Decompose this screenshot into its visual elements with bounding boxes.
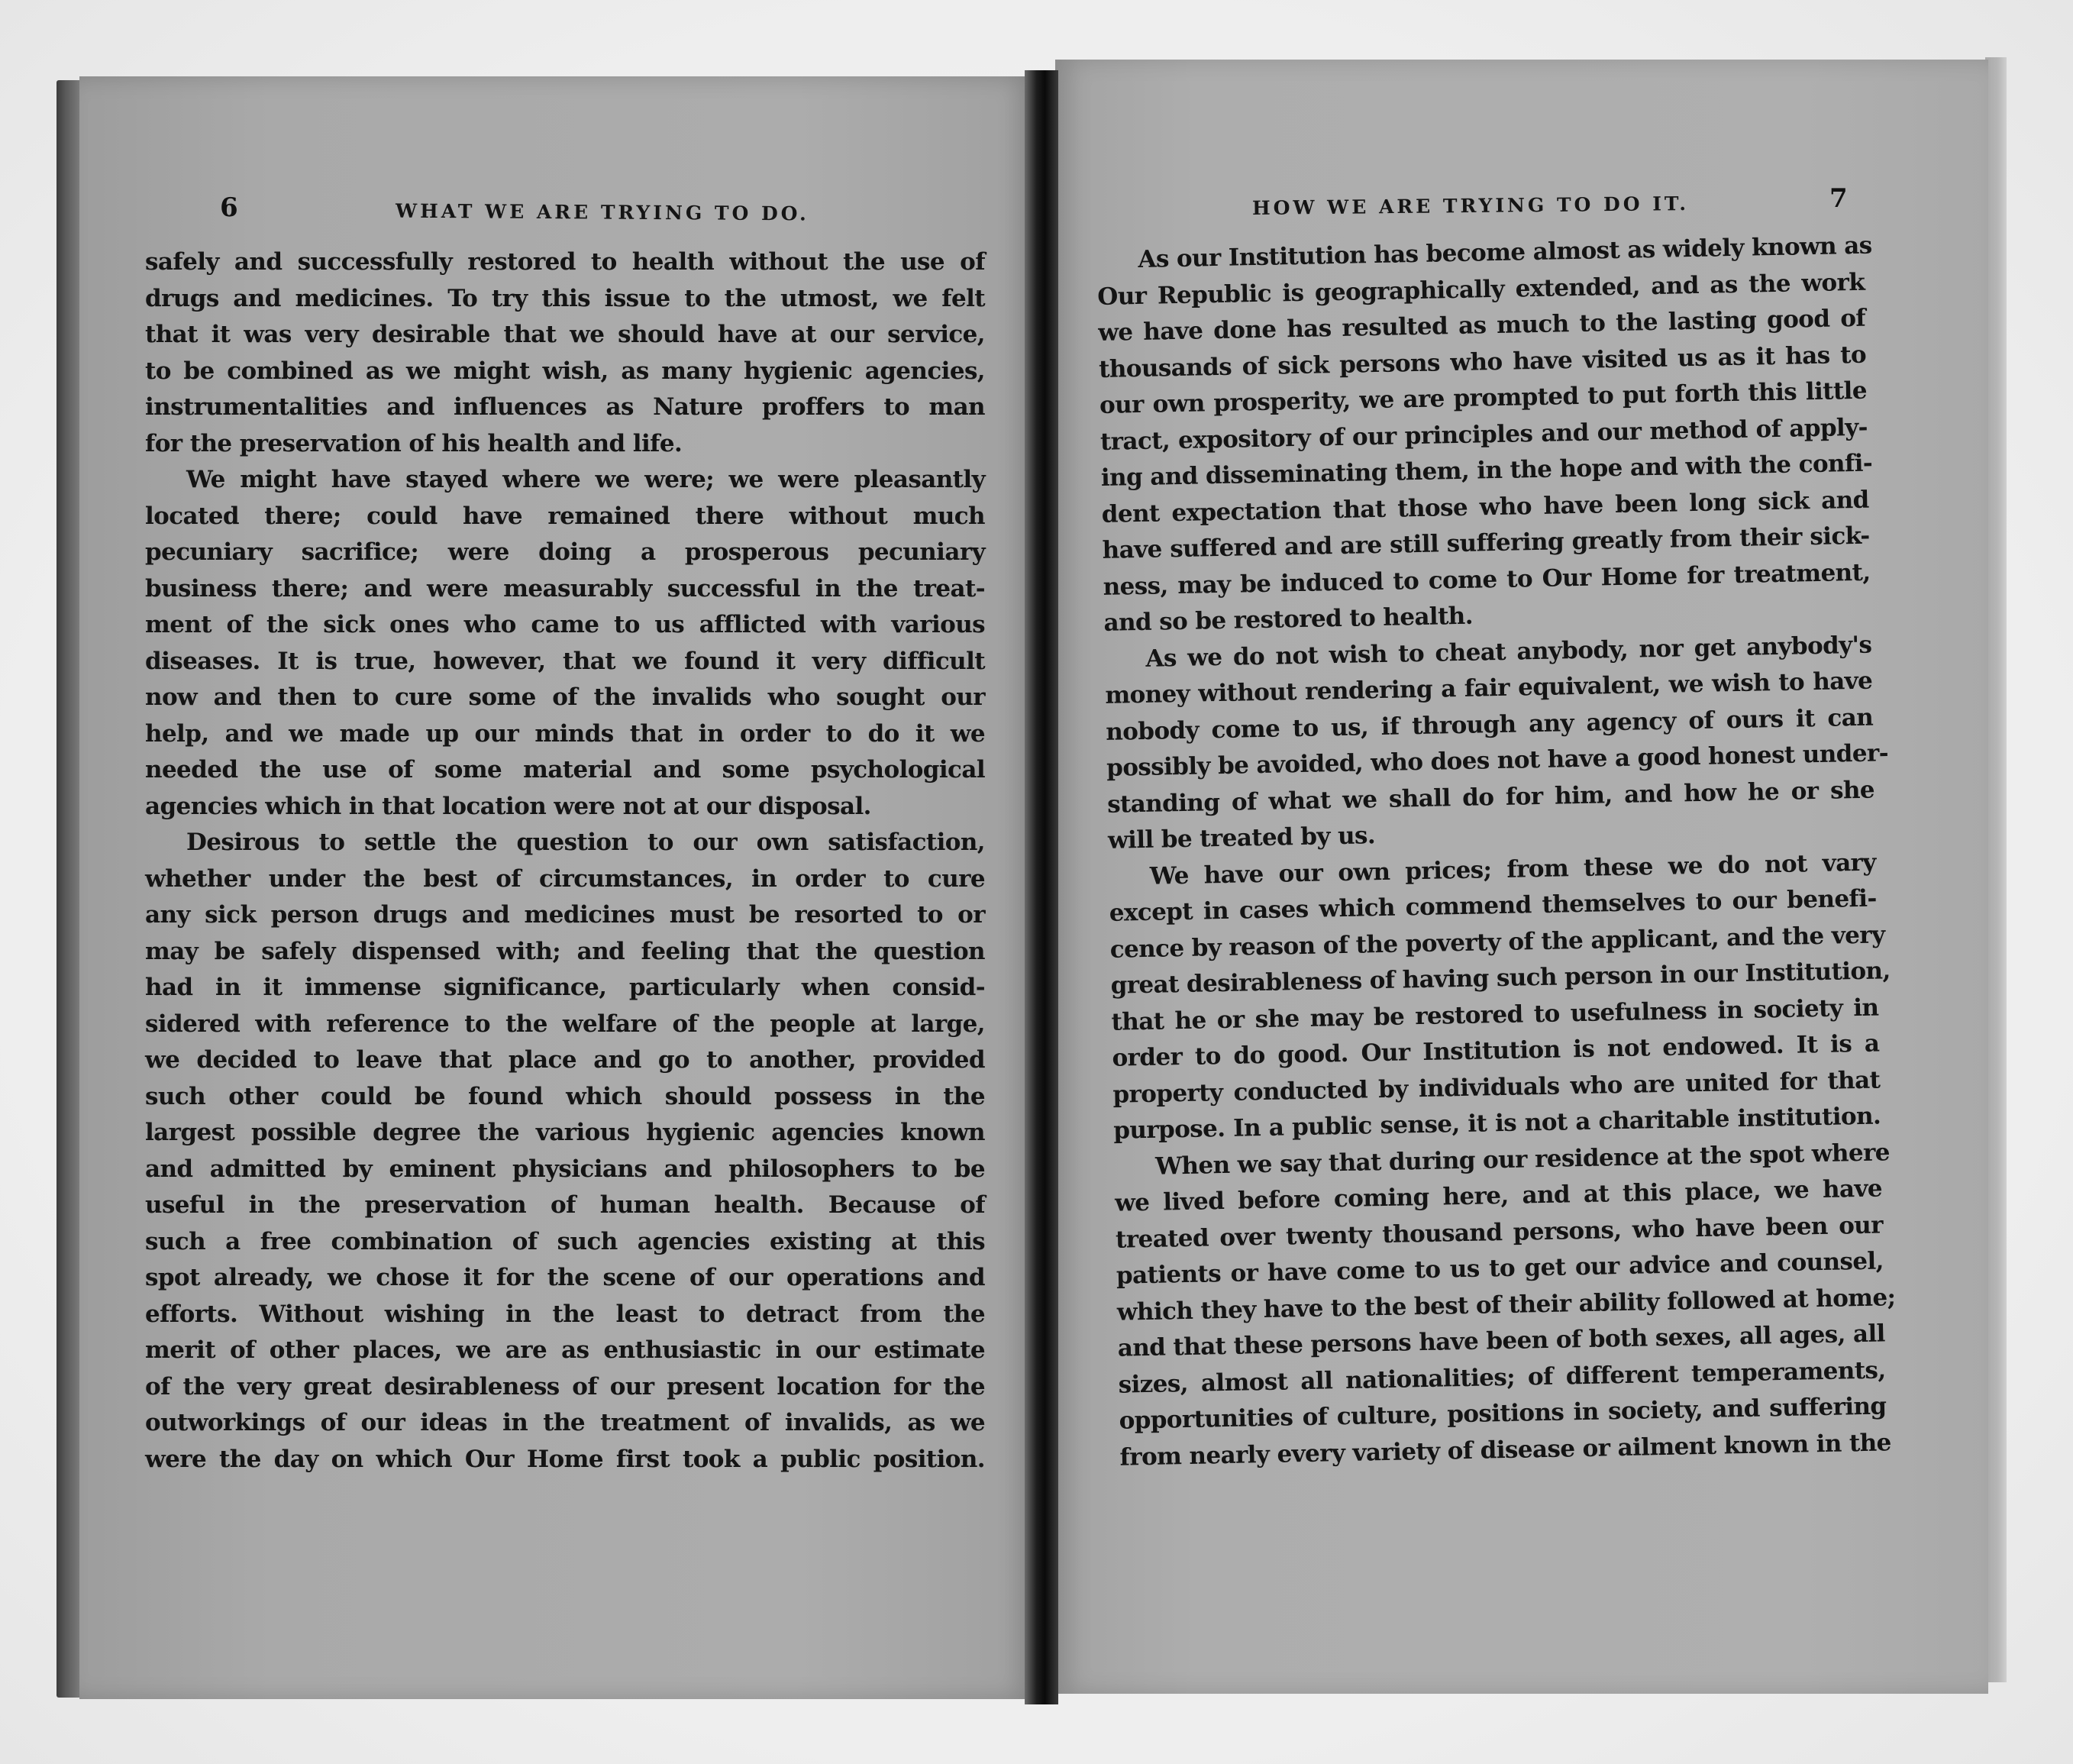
text-line: of the very great desirableness of our present location for the — [145, 1372, 985, 1401]
text-line: sizes, almost all nationalities; of different temperaments, — [1118, 1355, 1886, 1399]
text-line: were the day on which Our Home first took a public position. — [145, 1445, 985, 1473]
text-line: treated over twenty thousand persons, who have been our — [1115, 1210, 1884, 1254]
text-line: As our Institution has become almost as widely known as — [1138, 231, 1872, 273]
text-line: instrumentalities and influences as Nature proffers to man — [145, 393, 985, 421]
text-line: largest possible degree the various hygienic agencies known — [145, 1119, 985, 1146]
text-line: and that these persons have been of both sexes, all ages, all — [1117, 1320, 1886, 1362]
text-line: dent expectation that those who have been long sick and — [1101, 486, 1869, 528]
text-line: outworkings of our ideas in the treatment of invalids, as we — [145, 1409, 985, 1436]
text-line: As we do not wish to cheat anybody, nor get anybody's — [1145, 631, 1872, 673]
text-line: agencies which in that location were not at our disposal. — [145, 792, 871, 820]
text-line: tract, expository of our principles and our method of apply- — [1099, 413, 1868, 456]
text-line: spot already, we chose it for the scene of our operations and — [145, 1264, 985, 1291]
left-running-head: WHAT WE ARE TRYING TO DO. — [395, 199, 809, 225]
text-line: for the preservation of his health and life. — [145, 429, 683, 457]
right-page-body — [1096, 228, 1896, 1476]
text-line: help, and we made up our minds that in order to do it we — [145, 719, 985, 748]
text-line: pecuniary sacrifice; were doing a prosperous pecuniary — [145, 538, 985, 566]
text-line: standing of what we shall do for him, and how he or she — [1106, 776, 1875, 819]
text-line: ing and disseminating them, in the hope and with the confi- — [1100, 449, 1873, 492]
right-running-head: HOW WE ARE TRYING TO DO IT. — [1251, 192, 1690, 219]
text-line: diseases. It is true, however, that we found it very difficult — [145, 647, 985, 675]
text-line: and admitted by eminent physicians and philosophers to be — [145, 1155, 985, 1183]
text-line: business there; and were measurably successful in the treat- — [145, 574, 985, 603]
text-line: we have done has resulted as much to the lasting good of — [1097, 304, 1866, 347]
text-line: from nearly every variety of disease or ailment known in the — [1119, 1428, 1892, 1472]
text-line: such other could be found which should possess in the — [145, 1082, 985, 1110]
text-line: had in it immense significance, particularly when consid- — [145, 974, 985, 1001]
left-page-edges — [57, 80, 79, 1698]
text-line: may be safely dispensed with; and feeling that the question — [145, 937, 985, 965]
book-gutter — [1025, 70, 1058, 1704]
text-line: order to do good. Our Institution is not endowed. It is a — [1112, 1029, 1880, 1072]
text-line: Desirous to settle the question to our own satisfaction, — [186, 829, 985, 856]
left-page-number: 6 — [219, 192, 238, 224]
text-line: property conducted by individuals who are united for that — [1112, 1066, 1881, 1109]
text-line: which they have to the best of their ability followed at home; — [1116, 1283, 1896, 1326]
text-line: possibly be avoided, who does not have a good honest under- — [1106, 739, 1889, 782]
text-line: drugs and medicines. To try this issue to the utmost, we felt — [145, 284, 985, 312]
text-line: nobody come to us, if through any agency of ours it can — [1105, 703, 1874, 746]
text-line: ment of the sick ones who came to us afflicted with various — [145, 611, 985, 638]
text-line: such a free combination of such agencies existing at this — [145, 1227, 985, 1255]
text-line: now and then to cure some of the invalids who sought our — [145, 683, 985, 711]
text-line: We have our own prices; from these we do not vary — [1149, 848, 1877, 890]
text-line: safely and successfully restored to health without the use of — [145, 248, 985, 276]
text-line: efforts. Without wishing in the least to detract from the — [145, 1300, 985, 1328]
text-line: we lived before coming here, and at this place, we have — [1114, 1174, 1883, 1217]
right-page-number: 7 — [1829, 183, 1848, 214]
text-line: whether under the best of circumstances, in order to cure — [145, 864, 985, 893]
text-line: and so be restored to health. — [1103, 602, 1474, 637]
text-line: to be combined as we might wish, as many hygienic agencies, — [145, 357, 985, 385]
text-line: needed the use of some material and some psychological — [145, 756, 985, 783]
text-line: Our Republic is geographically extended, and as the work — [1097, 268, 1865, 311]
text-line: sidered with reference to the welfare of the people at large, — [145, 1010, 985, 1038]
text-line: thousands of sick persons who have visited us as it has to — [1098, 341, 1867, 383]
text-line: we decided to leave that place and go to another, provided — [145, 1046, 985, 1074]
text-line: have suffered and are still suffering greatly from their sick- — [1102, 522, 1870, 564]
text-line: great desirableness of having such person in our Institution, — [1110, 957, 1891, 1000]
text-line: merit of other places, we are as enthusiastic in our estimate — [145, 1336, 985, 1364]
text-line: will be treated by us. — [1107, 822, 1376, 855]
text-line: When we say that during our residence at the spot where — [1154, 1138, 1891, 1181]
left-page-body — [145, 244, 985, 1478]
text-line: located there; could have remained there without much — [145, 502, 985, 530]
text-line: that it was very desirable that we should have at our service, — [145, 321, 985, 348]
text-line: any sick person drugs and medicines must be resorted to or — [145, 901, 985, 929]
right-page-edges — [1985, 57, 2007, 1682]
text-line: except in cases which commend themselves to our benefi- — [1109, 884, 1878, 927]
text-line: our own prosperity, we are prompted to put forth this little — [1099, 376, 1868, 419]
text-line: opportunities of culture, positions in society, and suffering — [1119, 1392, 1887, 1435]
text-line: patients or have come to us to get our advice and counsel, — [1116, 1247, 1884, 1290]
text-line: cence by reason of the poverty of the applicant, and the very — [1109, 920, 1885, 964]
text-line: that he or she may be restored to usefulness in society in — [1111, 993, 1879, 1036]
text-line: purpose. In a public sense, it is not a charitable institution. — [1112, 1102, 1881, 1145]
text-line: useful in the preservation of human health. Because of — [145, 1191, 985, 1219]
text-line: ness, may be induced to come to Our Home for treatment, — [1103, 558, 1871, 601]
text-line: money without rendering a fair equivalent, we wish to have — [1105, 667, 1873, 709]
text-line: We might have stayed where we were; we were pleasantly — [186, 466, 985, 493]
